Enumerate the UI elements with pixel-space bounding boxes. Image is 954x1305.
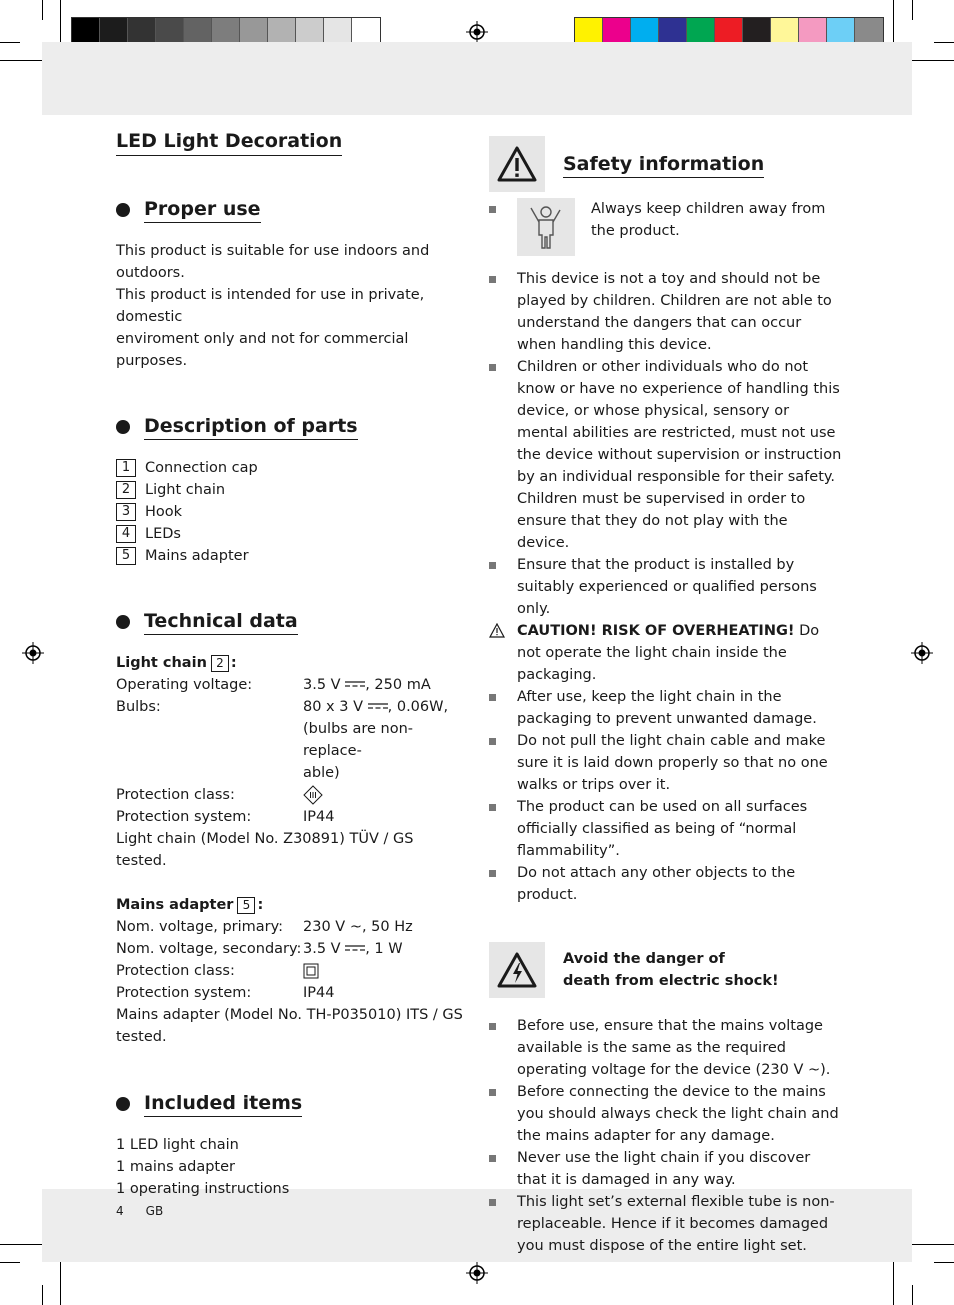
bullet-square-icon [489,694,496,701]
part-number: 5 [237,897,255,914]
spec-value-text: 3.5 V [303,677,341,693]
list-item [116,457,468,479]
crop-mark [912,0,913,20]
child-warning [489,198,843,256]
crop-mark [934,1262,954,1263]
spec-row [116,674,468,696]
list-item [489,1147,843,1191]
subheading-text: Mains adapter [116,897,234,913]
electric-shock-icon [497,952,537,988]
part-number: 3 [116,503,136,521]
spec-row [116,960,468,982]
section-description-of-parts [116,413,468,440]
technical-light-chain [116,652,468,872]
list-item-text: Ensure that the product is installed by suitably experienced or qualified persons only. [517,557,817,617]
section-heading: Included items [144,1090,302,1117]
crop-mark [0,1262,20,1263]
crop-mark [908,60,954,61]
part-number: 2 [211,655,229,672]
tested-note: tested. [116,1029,167,1045]
shock-list [489,1015,843,1257]
spec-value-text: , 1 W [365,941,403,957]
warning-triangle-icon [497,146,537,182]
list-item [489,686,843,730]
child-warning-text: Always keep children away from the product. [591,201,826,239]
left-column [116,128,468,1200]
protection-class-ii-icon [303,963,319,979]
list-item-text: Do not pull the light chain cable and make sure it is laid down properly so that no one walks or trips over it. [517,733,828,793]
registration-mark-icon [911,642,933,664]
section-technical-data [116,608,468,635]
list-item [489,268,843,356]
caution-bold: CAUTION! RISK OF OVERHEATING! [517,623,795,639]
spec-label: Bulbs: [116,699,161,715]
spec-value: 230 V ~, 50 Hz [303,919,413,935]
crop-mark [0,60,46,61]
crop-mark [60,0,61,46]
spec-value: (bulbs are non-replace- [303,721,413,759]
list-item: 1 operating instructions [116,1181,290,1197]
text-line: This product is intended for use in private, domestic [116,287,425,325]
part-label: LEDs [145,526,181,542]
bullet-dot-icon [116,203,130,217]
list-item: 1 mains adapter [116,1159,235,1175]
bullet-dot-icon [116,615,130,629]
caution-rest: Do not operate the light chain inside the packaging. [517,623,820,683]
list-item-text: Children or other individuals who do not know or have no experience of handling this device, or whose physical, sensory or mental abilities are restricted, must not use the device without supervision or instruction by an individual responsible for their safety. Children must be supervised in order to ensure that they do not play with the device. [517,359,842,551]
crop-mark [42,1285,43,1305]
registration-mark-icon [466,1262,488,1284]
child-warning-box [517,198,575,256]
list-item-text: Do not attach any other objects to the product. [517,865,796,903]
part-number: 5 [116,547,136,565]
subheading: Light chain 2 : [116,655,237,671]
list-item-text: This device is not a toy and should not be played by children. Children are not able to understand the dangers that can occur when handling this device. [517,271,832,353]
dc-symbol-icon [368,701,388,711]
list-item [489,1081,843,1147]
warning-box [489,942,545,998]
spec-value-text: , 250 mA [365,677,431,693]
bullet-square-icon [489,870,496,877]
dc-symbol-icon [345,943,365,953]
crop-mark [0,42,20,43]
bullet-square-icon [489,1023,496,1030]
bullet-square-icon [489,206,496,213]
spec-row [116,762,468,784]
shock-warning-line: death from electric shock! [563,973,779,989]
spec-label: Protection class: [116,963,235,979]
section-heading: Technical data [144,608,298,635]
header-band [42,42,912,115]
list-item-text: The product can be used on all surfaces officially classified as being of “normal flammability”. [517,799,808,859]
tested-note: Light chain (Model No. Z30891) TÜV / GS tested. [116,831,414,869]
tested-note: Mains adapter (Model No. TH-P035010) ITS / GS [116,1007,463,1023]
page-number: 4 [116,1204,124,1218]
bullet-dot-icon [116,420,130,434]
list-item: 1 LED light chain [116,1137,239,1153]
spec-value-text: 80 x 3 V [303,699,364,715]
bullet-dot-icon [116,1097,130,1111]
spec-label: Protection class: [116,787,235,803]
part-label: Mains adapter [145,548,249,564]
part-number: 1 [116,459,136,477]
spec-row [116,982,468,1004]
part-label: Hook [145,504,183,520]
spec-value [303,696,468,718]
dc-symbol-icon [345,679,365,689]
crop-mark [912,1285,913,1305]
list-item-text: Before use, ensure that the mains voltage available is the same as the required operating voltage for the device (230 V ~). [517,1018,831,1078]
section-heading: Description of parts [144,413,358,440]
part-label: Connection cap [145,460,258,476]
list-item [116,479,468,501]
list-item [489,554,843,620]
list-item-text: Never use the light chain if you discover that it is damaged in any way. [517,1150,811,1188]
warning-box [489,136,545,192]
protection-class-iii-icon [303,785,323,805]
warning-triangle-icon [489,623,505,638]
spec-row [116,718,468,762]
bullet-square-icon [489,276,496,283]
part-number: 4 [116,525,136,543]
list-item-text: Before connecting the device to the mains you should always check the light chain and the mains adapter for any damage. [517,1084,839,1144]
section-heading: Proper use [144,196,261,223]
list-item [489,1191,843,1257]
spec-value [303,674,468,696]
subheading-text: Light chain [116,655,207,671]
section-included-items [116,1090,468,1117]
right-column [489,136,843,1257]
list-item [489,1015,843,1081]
spec-value [303,938,468,960]
proper-use-text [116,240,468,372]
shock-warning-line: Avoid the danger of [563,951,725,967]
crop-mark [893,1259,894,1305]
safety-header [489,136,843,192]
section-heading: Safety information [563,151,764,178]
registration-mark-icon [466,21,488,43]
crop-mark [893,0,894,46]
spec-label: Protection system: [116,809,252,825]
registration-mark-icon [22,642,44,664]
crop-mark [0,1244,46,1245]
subheading: Mains adapter 5 : [116,897,264,913]
spec-row [116,806,468,828]
crop-mark [934,42,954,43]
shock-warning-header [489,942,843,998]
spec-label: Nom. voltage, primary: [116,919,284,935]
bullet-square-icon [489,364,496,371]
spec-label: Operating voltage: [116,677,253,693]
list-item [489,796,843,862]
spec-row [116,696,468,718]
crop-mark [60,1259,61,1305]
technical-adapter [116,894,468,1048]
list-item [489,356,843,554]
list-item [116,501,468,523]
page-footer [116,1204,185,1218]
page-title: LED Light Decoration [116,128,342,156]
caution-text [517,620,843,686]
list-item [489,730,843,796]
spec-value-text: , 0.06W, [387,699,449,715]
parts-list [116,457,468,567]
list-item [489,862,843,906]
bullet-square-icon [489,1089,496,1096]
spec-row [116,916,468,938]
spec-row [116,938,468,960]
spec-value: able) [303,765,340,781]
part-number: 2 [116,481,136,499]
bullet-square-icon [489,804,496,811]
spec-value: IP44 [303,985,335,1001]
spec-value [303,784,468,806]
bullet-square-icon [489,562,496,569]
bullet-square-icon [489,1155,496,1162]
section-proper-use [116,196,468,223]
spec-value [303,960,468,982]
caution-item [489,620,843,686]
spec-label: Protection system: [116,985,252,1001]
spec-row [116,784,468,806]
crop-mark [908,1244,954,1245]
list-item-text: This light set’s external flexible tube is non-replaceable. Hence if it becomes damaged you must dispose of the entire light set. [517,1194,835,1254]
text-line: This product is suitable for use indoors and outdoors. [116,243,430,281]
bullet-square-icon [489,1199,496,1206]
language-code: GB [145,1204,164,1218]
list-item [116,523,468,545]
bullet-square-icon [489,738,496,745]
spec-value-text: 3.5 V [303,941,341,957]
list-item-text: After use, keep the light chain in the packaging to prevent unwanted damage. [517,689,817,727]
included-list [116,1134,468,1200]
crop-mark [42,0,43,20]
shock-warning-title [563,942,779,998]
text-line: enviroment only and not for commercial purposes. [116,331,409,369]
part-label: Light chain [145,482,226,498]
spec-label: Nom. voltage, secondary: [116,941,302,957]
list-item [116,545,468,567]
safety-list [489,268,843,906]
spec-value: IP44 [303,809,335,825]
keep-away-from-children-icon [526,202,566,252]
